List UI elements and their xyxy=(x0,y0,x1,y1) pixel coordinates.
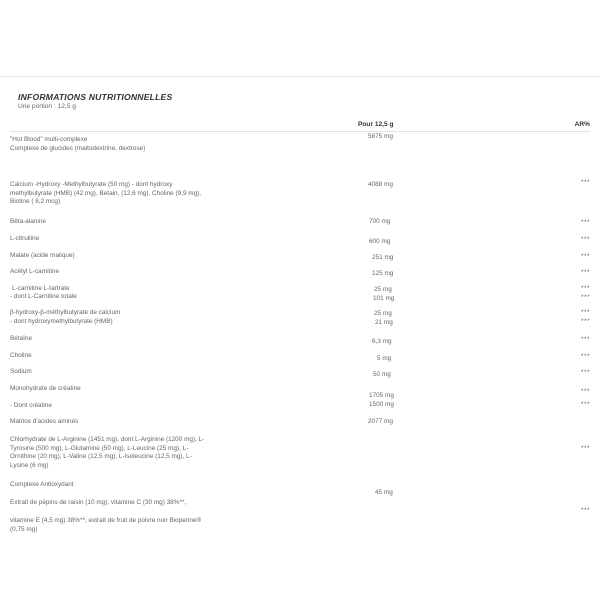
row-label: Matrice d'acides aminés xyxy=(10,418,79,425)
header-ar: AR% xyxy=(574,121,590,128)
row-ar: *** xyxy=(581,445,590,452)
row-label: Bêta-alanine xyxy=(10,218,46,225)
row-label: Complexe de glucides (maltodextrine, dextrose) xyxy=(10,145,146,152)
row-label: Malate (acide malique) xyxy=(10,252,75,259)
row-value: 25 mg xyxy=(374,310,392,317)
row-ar: *** xyxy=(581,309,590,316)
row-ar: *** xyxy=(581,401,590,408)
row-value: 600 mg xyxy=(369,238,391,245)
row-ar: *** xyxy=(581,353,590,360)
row-label: L-carnitine L-tartrate xyxy=(12,285,70,292)
row-label: - Dont créatine xyxy=(10,402,52,409)
row-label: Chlorhydrate de L-Arginine (1451 mg), dont L-Arginine (1200 mg), L-Tyrosine (500 mg), L-Glutamine (50 mg), L-Leucine (25 mg), L-Ornithine (20 mg), L-Valine (12,5 mg), L-Isoleucine (12,5 mg), L-Lysine (6 mg) xyxy=(10,436,205,469)
row-value: 5 mg xyxy=(377,355,392,362)
row-label: Complexe Antioxydant xyxy=(10,481,74,488)
row-ar: *** xyxy=(581,179,590,186)
row-label: vitamine E (4,5 mg) 38%**, extrait de fruit de poivre noir Bioperine® (0,75 mg) xyxy=(10,517,202,533)
top-divider xyxy=(0,76,600,77)
row-ar: *** xyxy=(581,285,590,292)
row-ar: *** xyxy=(581,269,590,276)
row-label: β-hydroxy-β-méthylbutyrate de calcium xyxy=(10,309,121,316)
row-label: L-citrulline xyxy=(10,235,40,242)
row-value: 2077 mg xyxy=(368,418,393,425)
row-label: Sodium xyxy=(10,368,32,375)
row-value: 125 mg xyxy=(372,270,394,277)
row-value: 700 mg xyxy=(369,218,391,225)
row-value: 5875 mg xyxy=(368,133,393,140)
row-label: - dont hydroxymethylbutyrate (HMB) xyxy=(10,318,113,325)
row-label: Extrait de pépins de raisin (10 mg), vitamine C (30 mg) 38%**, xyxy=(10,499,187,506)
row-ar: *** xyxy=(581,219,590,226)
row-ar: *** xyxy=(581,507,590,514)
table-header xyxy=(10,117,590,132)
row-ar: *** xyxy=(581,336,590,343)
row-ar: *** xyxy=(581,369,590,376)
row-ar: *** xyxy=(581,253,590,260)
row-label: Bétaïne xyxy=(10,335,33,342)
serving-size: Une portion : 12,5 g xyxy=(18,103,76,110)
row-value: 45 mg xyxy=(375,489,393,496)
row-value: 4088 mg xyxy=(368,181,393,188)
row-ar: *** xyxy=(581,318,590,325)
row-ar: *** xyxy=(581,388,590,395)
row-value: 1705 mg xyxy=(369,392,394,399)
row-value: 50 mg xyxy=(373,371,391,378)
row-label: Calcium -Hydroxy -Methylbutyrate (50 mg) - dont hydroxy methylbutyrate (HMB) (42 mg), Betain, (12,6 mg), Choline (9,9 mg), Biotine ( 8,2 mcg) xyxy=(10,181,202,206)
row-label: Choline xyxy=(10,352,32,359)
header-portion: Pour 12,5 g xyxy=(358,121,394,128)
nutrition-table xyxy=(10,117,590,533)
row-label: "Hot Blood" multi-complexe xyxy=(10,136,88,143)
row-ar: *** xyxy=(581,294,590,301)
row-label: Monohydrate de créatine xyxy=(10,385,81,392)
row-label: Acétyl L-carnitine xyxy=(10,268,60,275)
row-value: 21 mg xyxy=(375,319,393,326)
row-value: 101 mg xyxy=(373,295,395,302)
row-label: - dont L-Carnitine totale xyxy=(10,293,77,300)
section-title: INFORMATIONS NUTRITIONNELLES xyxy=(18,92,173,102)
row-value: 251 mg xyxy=(372,254,394,261)
row-value: 25 mg xyxy=(374,286,392,293)
row-value: 6,3 mg xyxy=(372,338,392,345)
row-value: 1500 mg xyxy=(369,401,394,408)
row-ar: *** xyxy=(581,236,590,243)
